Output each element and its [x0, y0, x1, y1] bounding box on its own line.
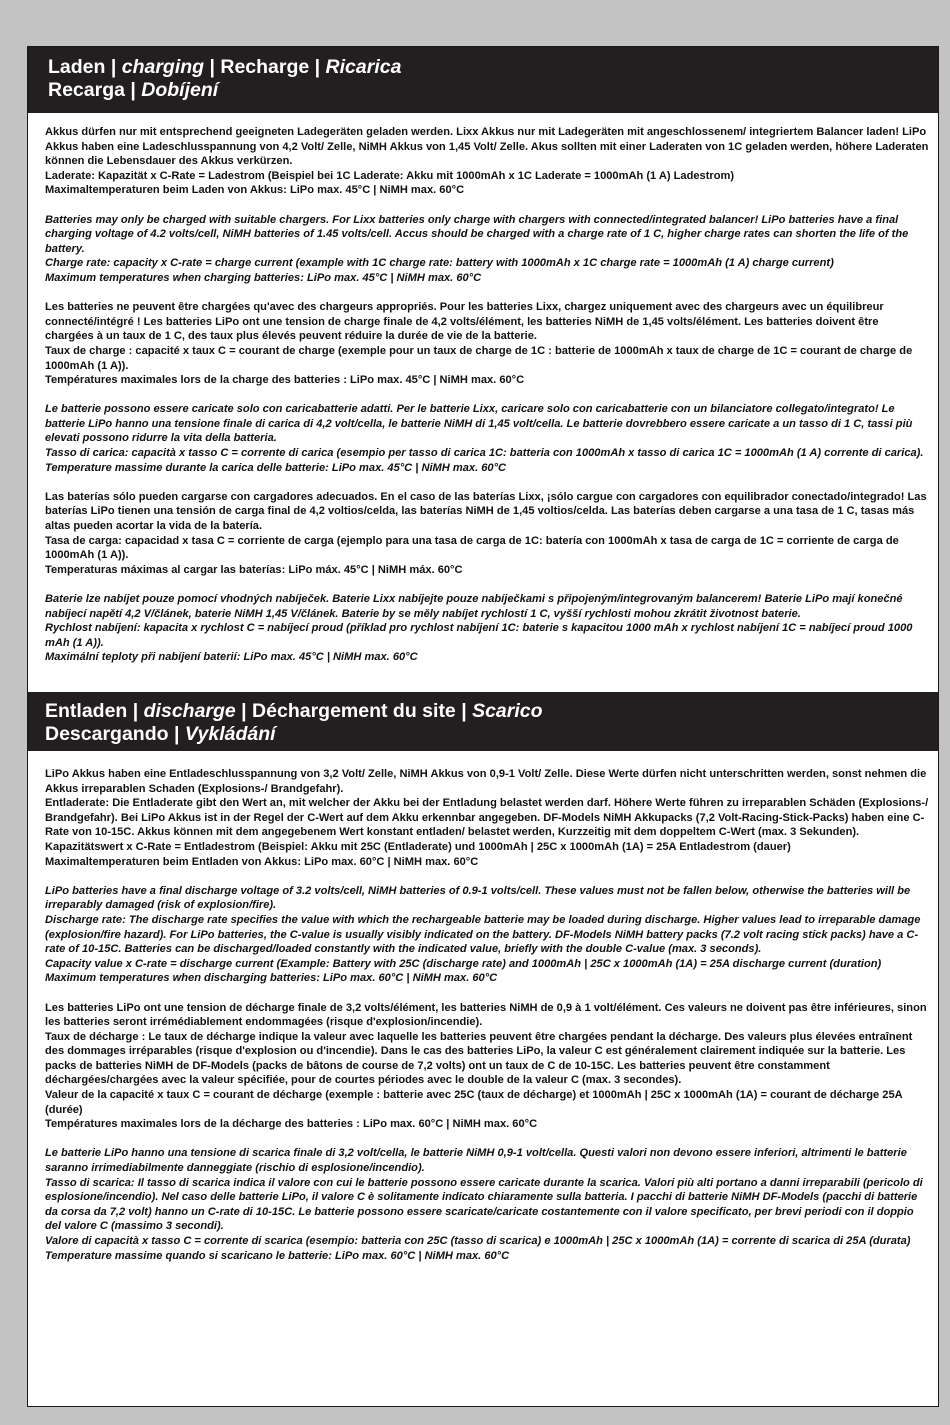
paragraph-en — [45, 213, 929, 286]
paragraph-line: Maximum temperatures when discharging batteries: LiPo max. 60°C | NiMH max. 60°C — [45, 972, 498, 985]
paragraph-line: Kapazitätswert x C-Rate = Entladestrom (Beispiel: Akku mit 25C (Entladerate) und 1000mAh | 25C x 1000mAh (1A) = 25A Entladestrom (dauer) — [45, 840, 791, 853]
title-segment: Entladen | — [45, 700, 144, 722]
paragraph-line: LiPo Akkus haben eine Entladeschlusspannung von 3,2 Volt/ Zelle, NiMH Akkus von 0,9-1 Volt/ Zelle. Diese Werte dürfen nicht unterschritten werden, sonst nehmen die Akkus irreparablen Schaden (Explosions-/ Brandgefahr). — [45, 768, 927, 795]
title-segment: | Déchargement du site | — [235, 700, 473, 722]
title-segment: Recarga | — [48, 79, 142, 101]
paragraph-line: Capacity value x C-rate = discharge current (Example: Battery with 25C (discharge rate) and 1000mAh | 25C x 1000mAh (1A) = 25A discharge current (duration) — [45, 957, 882, 970]
paragraph-line: Entladerate: Die Entladerate gibt den Wert an, mit welcher der Akku bei der Entladung belastet werden darf. Höhere Werte führen zu irreparablen Schäden (Explosions-/ Brandgefahr). Bei LiPo Akkus ist in der Regel der C-Wert auf dem Akku erkennbar angegeben. DF-Models NiMH Akkupacks (7,2 Volt-Racing-Stick-Packs) haben eine C-Rate von 10-15C. Akkus können mit dem angegebenem Wert konstant entladen/ belastet werden, Kurzzeitig mit dem doppeltem C-Wert (max. 3 Sekunden). — [45, 797, 929, 839]
paragraph-line: Le batterie LiPo hanno una tensione di scarica finale di 3,2 volt/cella, le batterie NiMH 0,9-1 volt/cella. Questi valori non devono essere inferiori, altrimenti le batterie saranno irrimediabilmente danneggiate (rischio di esplosione/incendio). — [45, 1147, 907, 1175]
paragraph-line: Maximaltemperaturen beim Entladen von Akkus: LiPo max. 60°C | NiMH max. 60°C — [45, 855, 479, 868]
paragraph-line: Tasso di carica: capacità x tasso C = corrente di carica (esempio per tasso di carica 1C: batteria con 1000mAh x tasso di carica 1C = 1000mAh (1 A) corrente di carica). — [45, 447, 924, 460]
paragraph-it — [45, 1146, 929, 1263]
paragraph-line: Discharge rate: The discharge rate specifies the value with which the rechargeable batterie may be loaded during discharge. Higher values lead to irreparable damage (explosion/fire hazard). For LiPo batteries, the C-value is usually visibly indicated on the battery. DF-Models NiMH battery packs (7.2 volt racing stick packs) have a C-rate of 10-15C. Batteries can be discharged/loaded constantly with the indicated value, briefly with the double C-value (max. 3 seconds). — [45, 913, 921, 956]
title-segment: Laden — [48, 56, 106, 78]
paragraph-de — [45, 125, 929, 198]
paragraph-line: Baterie lze nabíjet pouze pomocí vhodných nabíječek. Baterie Lixx nabíjejte pouze nabíječkami s připojeným/integrovaným balancerem! Baterie LiPo mají konečné nabíjecí napětí 4,2 V/článek, baterie NiMH 1,45 V/článek. Baterie by se měly nabíjet rychlostí 1 C, vyšší rychlosti mohou zkrátit životnost baterie. — [45, 593, 903, 620]
paragraph-line: Temperature massime quando si scaricano le batterie: LiPo max. 60°C | NiMH max. 60°C — [45, 1249, 510, 1262]
paragraph-line: Temperaturas máximas al cargar las baterías: LiPo máx. 45°C | NiMH máx. 60°C — [45, 563, 463, 576]
paragraph-line: Laderate: Kapazität x C-Rate = Ladestrom (Beispiel bei 1C Laderate: Akku mit 1000mAh x 1C Laderate = 1000mAh (1 A) Ladestrom) — [45, 169, 735, 182]
paragraph-line: Las baterías sólo pueden cargarse con cargadores adecuados. En el caso de las baterías Lixx, ¡sólo cargue con cargadores con equilibrador conectado/integrado! Las baterías LiPo tienen una tensión de carga final de 4,2 voltios/celda, las baterías NiMH de 1,45 voltios/celda. Las baterías deben cargarse a una tasa de 1 C, tasas más altas pueden acortar la vida de la batería. — [45, 490, 927, 533]
paragraph-cs — [45, 592, 929, 665]
paragraph-line: Maximaltemperaturen beim Laden von Akkus: LiPo max. 45°C | NiMH max. 60°C — [45, 184, 465, 197]
paragraph-es — [45, 490, 929, 578]
discharge-title-line-1 — [45, 700, 938, 723]
paragraph-line: Les batteries LiPo ont une tension de décharge finale de 3,2 volts/élément, les batteries NiMH de 0,9 à 1 volt/élément. Ces valeurs ne doivent pas être inférieures, sinon les batteries seront irrémédiablement endommagées (risque d'explosion/incendie). — [45, 1001, 927, 1029]
discharge-section-body — [45, 767, 929, 1278]
paragraph-fr — [45, 1001, 929, 1132]
paragraph-it — [45, 402, 929, 475]
paragraph-en — [45, 884, 929, 986]
paragraph-fr — [45, 300, 929, 388]
paragraph-line: LiPo batteries have a final discharge voltage of 3.2 volts/cell, NiMH batteries of 0.9-1 volts/cell. These values must not be fallen below, otherwise the batteries will be irreparably damaged (risk of explosion/fire). — [45, 884, 911, 912]
title-segment-italic: Scarico — [472, 700, 543, 722]
paragraph-line: Taux de charge : capacité x taux C = courant de charge (exemple pour un taux de charge de 1C : batterie de 1000mAh x taux de charge de 1C = courant de charge de 1000mAh (1 A)). — [45, 344, 913, 372]
paragraph-line: Les batteries ne peuvent être chargées qu'avec des chargeurs appropriés. Pour les batteries Lixx, chargez uniquement avec des chargeurs avec un équilibreur connecté/intégré ! Les batteries LiPo ont une tension de charge finale de 4,2 volts/élément, les batteries NiMH de 1,45 volts/élément. Les batteries doivent être chargées à un taux de 1 C, des taux plus élevés peuvent réduire la durée de vie de la batterie. — [45, 301, 884, 343]
charging-title-line-1 — [48, 56, 938, 79]
paragraph-line: Maximální teploty při nabíjení baterií: LiPo max. 45°C | NiMH max. 60°C — [45, 651, 418, 664]
paragraph-line: Valeur de la capacité x taux C = courant de décharge (exemple : batterie avec 25C (taux de décharge) et 1000mAh | 25C x 1000mAh (1A) = courant de décharge 25A (durée) — [45, 1089, 903, 1116]
paragraph-line: Maximum temperatures when charging batteries: LiPo max. 45°C | NiMH max. 60°C — [45, 271, 482, 284]
title-segment: | Recharge | — [204, 56, 326, 78]
paragraph-line: Valore di capacità x tasso C = corrente di scarica (esempio: batteria con 25C (tasso di scarica) e 1000mAh | 25C x 1000mAh (1A) = corrente di scarica di 25A (durata) — [45, 1235, 911, 1247]
paragraph-line: Taux de décharge : Le taux de décharge indique la valeur avec laquelle les batteries peuvent être chargées pendant la décharge. Des valeurs plus élevées entraînent des dommages irréparables (risque d'explosion ou d'incendie). Dans le cas des batteries LiPo, la valeur C est généralement clairement indiquée sur la batterie. Les packs de batteries NiMH de DF-Models (packs de bâtons de course de 7,2 volts) ont un taux de C de 10-15C. Les batteries peuvent être constamment déchargées/chargées avec la valeur spécifiée, pour de courtes périodes avec le double de la valeur C (max. 3 secondes). — [45, 1030, 913, 1087]
paragraph-line: Batteries may only be charged with suitable chargers. For Lixx batteries only charge with chargers with connected/integrated balancer! LiPo batteries have a final charging voltage of 4.2 volts/cell, NiMH batteries of 1.45 volts/cell. Accus should be charged with a charge rate of 1 C, higher charge rates can shorten the life of the battery. — [45, 213, 909, 255]
discharge-section-header — [28, 692, 938, 751]
title-segment-italic: Dobíjení — [141, 79, 219, 101]
title-segment: | — [105, 56, 122, 78]
discharge-title-line-2 — [45, 723, 938, 746]
paragraph-line: Températures maximales lors de la décharge des batteries : LiPo max. 60°C | NiMH max. 60°C — [45, 1118, 538, 1131]
paragraph-line: Temperature massime durante la carica delle batterie: LiPo max. 45°C | NiMH max. 60°C — [45, 461, 507, 474]
paragraph-line: Charge rate: capacity x C-rate = charge current (example with 1C charge rate: battery with 1000mAh x 1C charge rate = 1000mAh (1 A) charge current) — [45, 257, 834, 270]
paragraph-line: Akkus dürfen nur mit entsprechend geeigneten Ladegeräten geladen werden. Lixx Akkus nur mit Ladegeräten mit angeschlossenem/ integriertem Balancer laden! LiPo Akkus haben eine Ladeschlusspannung von 4,2 Volt/ Zelle, NiMH Akkus von 1,45 Volt/ Zelle. Akus sollten mit einer Laderaten von 1C geladen werden, höhere Laderaten können die Lebensdauer des Akkus verkürzen. — [45, 126, 929, 168]
title-segment-italic: Vykládání — [184, 723, 276, 745]
charging-section-body — [45, 125, 929, 680]
charging-section-header — [28, 47, 938, 113]
paragraph-line: Rychlost nabíjení: kapacita x rychlost C = nabíjecí proud (příklad pro rychlost nabíjení 1C: baterie s kapacitou 1000 mAh x rychlost nabíjení 1C = nabíjecí proud 1000 mAh (1 A)). — [45, 622, 913, 649]
paragraph-line: Tasso di scarica: Il tasso di scarica indica il valore con cui le batterie possono essere caricate durante la scarica. Valori più alti portano a danni irreparabili (pericolo di esplosione/incendio). Nel caso delle batterie LiPo, il valore C è solitamente indicato chiaramente sulla batteria. I pacchi di batterie NiMH DF-Models (pacchi di batterie da corsa da 7,2 volt) hanno un C-rate di 10-15C. Le batterie possono essere scaricate/caricate costantemente con il valore specificato, per brevi periodi con il doppio del valore C (massimo 3 secondi). — [45, 1176, 923, 1233]
title-segment-italic: discharge — [143, 700, 236, 722]
paragraph-de — [45, 767, 929, 869]
title-segment-italic: Ricarica — [325, 56, 402, 78]
paragraph-line: Tasa de carga: capacidad x tasa C = corriente de carga (ejemplo para una tasa de carga de 1C: batería con 1000mAh x tasa de carga de 1C = corriente de carga de 1000mAh (1 A)). — [45, 534, 899, 562]
paragraph-line: Températures maximales lors de la charge des batteries : LiPo max. 45°C | NiMH max. 60°C — [45, 374, 525, 387]
title-segment-italic: charging — [121, 56, 205, 78]
title-segment: Descargando | — [45, 723, 185, 745]
charging-title-line-2 — [48, 79, 938, 102]
paragraph-line: Le batterie possono essere caricate solo con caricabatterie adatti. Per le batterie Lixx, caricare solo con caricabatterie con un bilanciatore collegato/integrato! Le batterie LiPo hanno una tensione finale di carica di 4,2 volt/cella, le batterie NiMH di 1,45 volt/cella. Le batterie dovrebbero essere caricate a un tasso di 1 C, tassi più elevati possono ridurre la vita della batteria. — [45, 403, 913, 445]
manual-page — [27, 46, 939, 1407]
